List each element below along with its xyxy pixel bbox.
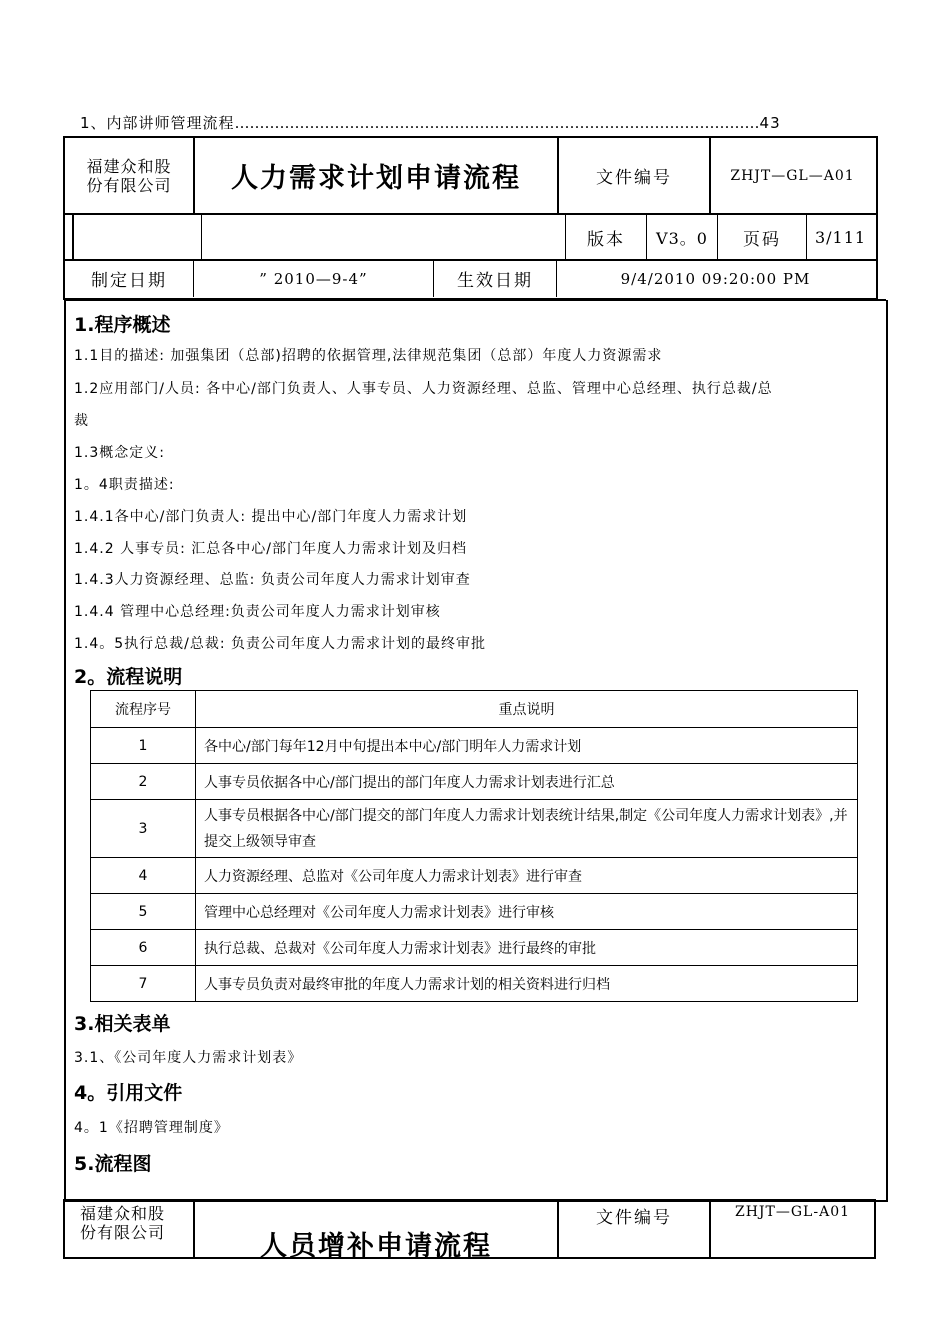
s1-line: 1.4.4 管理中心总经理:负责公司年度人力需求计划审核	[74, 604, 441, 620]
page-label: 页码	[743, 229, 781, 250]
section-3-title: 3.相关表单	[74, 1013, 171, 1035]
row-no: 5	[91, 894, 196, 930]
table-header-no: 流程序号	[91, 691, 196, 728]
row-no: 3	[91, 800, 196, 858]
page-value: 3/111	[814, 227, 867, 247]
row-no: 7	[91, 966, 196, 1002]
version-label: 版本	[587, 229, 625, 250]
s1-line: 1.4.1各中心/部门负责人: 提出中心/部门年度人力需求计划	[74, 509, 468, 525]
row-text: 各中心/部门每年12月中旬提出本中心/部门明年人力需求计划	[196, 728, 858, 764]
footer-company-name: 福建众和股 份有限公司	[80, 1204, 166, 1242]
row-no: 1	[91, 728, 196, 764]
row-text: 执行总裁、总裁对《公司年度人力需求计划表》进行最终的审批	[196, 930, 858, 966]
version-value: V3。0	[656, 228, 708, 248]
table-header-desc: 重点说明	[196, 691, 858, 728]
made-date: ” 2010—9-4”	[259, 269, 368, 288]
effective-date: 9/4/2010 09:20:00 PM	[620, 269, 811, 288]
footer-document-title: 人员增补申请流程	[260, 1231, 492, 1262]
row-no: 4	[91, 858, 196, 894]
row-text: 人力资源经理、总监对《公司年度人力需求计划表》进行审查	[196, 858, 858, 894]
s3-line: 3.1、《公司年度人力需求计划表》	[74, 1050, 303, 1066]
s1-line: 1.1目的描述: 加强集团（总部)招聘的依据管理,法律规范集团（总部）年度人力资源需求	[74, 348, 663, 364]
made-date-label: 制定日期	[91, 271, 167, 291]
row-text: 人事专员根据各中心/部门提交的部门年度人力需求计划表统计结果,制定《公司年度人力需求计划表》,并提交上级领导审查	[196, 800, 858, 858]
doc-number-label: 文件编号	[596, 168, 672, 188]
table-row	[91, 894, 858, 930]
doc-number: ZHJT—GL—A01	[730, 167, 855, 184]
s1-line: 1.4.3人力资源经理、总监: 负责公司年度人力需求计划审查	[74, 572, 471, 588]
company-name: 福建众和股 份有限公司	[86, 156, 172, 195]
table-row	[91, 728, 858, 764]
section-4-title: 4。引用文件	[74, 1082, 183, 1104]
s1-line: 1.2应用部门/人员: 各中心/部门负责人、人事专员、人力资源经理、总监、管理中心总经理、执行总裁/总	[74, 381, 773, 397]
s1-line: 1.4。5执行总裁/总裁: 负责公司年度人力需求计划的最终审批	[74, 636, 487, 652]
toc-page: 43	[759, 114, 781, 132]
section-2-title: 2。流程说明	[74, 666, 183, 688]
effective-date-label: 生效日期	[457, 271, 533, 291]
row-text: 人事专员负责对最终审批的年度人力需求计划的相关资料进行归档	[196, 966, 858, 1002]
toc-line	[80, 112, 880, 133]
row-text: 管理中心总经理对《公司年度人力需求计划表》进行审核	[196, 894, 858, 930]
s1-line: 裁	[74, 413, 89, 429]
s1-line: 1.4.2 人事专员: 汇总各中心/部门年度人力需求计划及归档	[74, 541, 467, 557]
footer-doc-number: ZHJT—GL-A01	[734, 1204, 851, 1220]
s1-line: 1.3概念定义:	[74, 445, 165, 461]
section-5-title: 5.流程图	[74, 1153, 152, 1175]
process-table	[90, 690, 858, 1002]
table-row	[91, 966, 858, 1002]
toc-entry: 1、内部讲师管理流程	[80, 114, 235, 132]
s4-line: 4。1《招聘管理制度》	[74, 1120, 229, 1136]
table-row	[91, 858, 858, 894]
row-no: 2	[91, 764, 196, 800]
row-no: 6	[91, 930, 196, 966]
s1-line: 1。4职责描述:	[74, 477, 175, 493]
row-text: 人事专员依据各中心/部门提出的部门年度人力需求计划表进行汇总	[196, 764, 858, 800]
table-row	[91, 764, 858, 800]
toc-dots: ……………………………………………………………………………………………	[234, 114, 760, 132]
table-row	[91, 800, 858, 858]
footer-doc-number-label: 文件编号	[596, 1208, 672, 1228]
document-title: 人力需求计划申请流程	[231, 163, 521, 194]
table-row	[91, 930, 858, 966]
section-1-title: 1.程序概述	[74, 314, 171, 336]
